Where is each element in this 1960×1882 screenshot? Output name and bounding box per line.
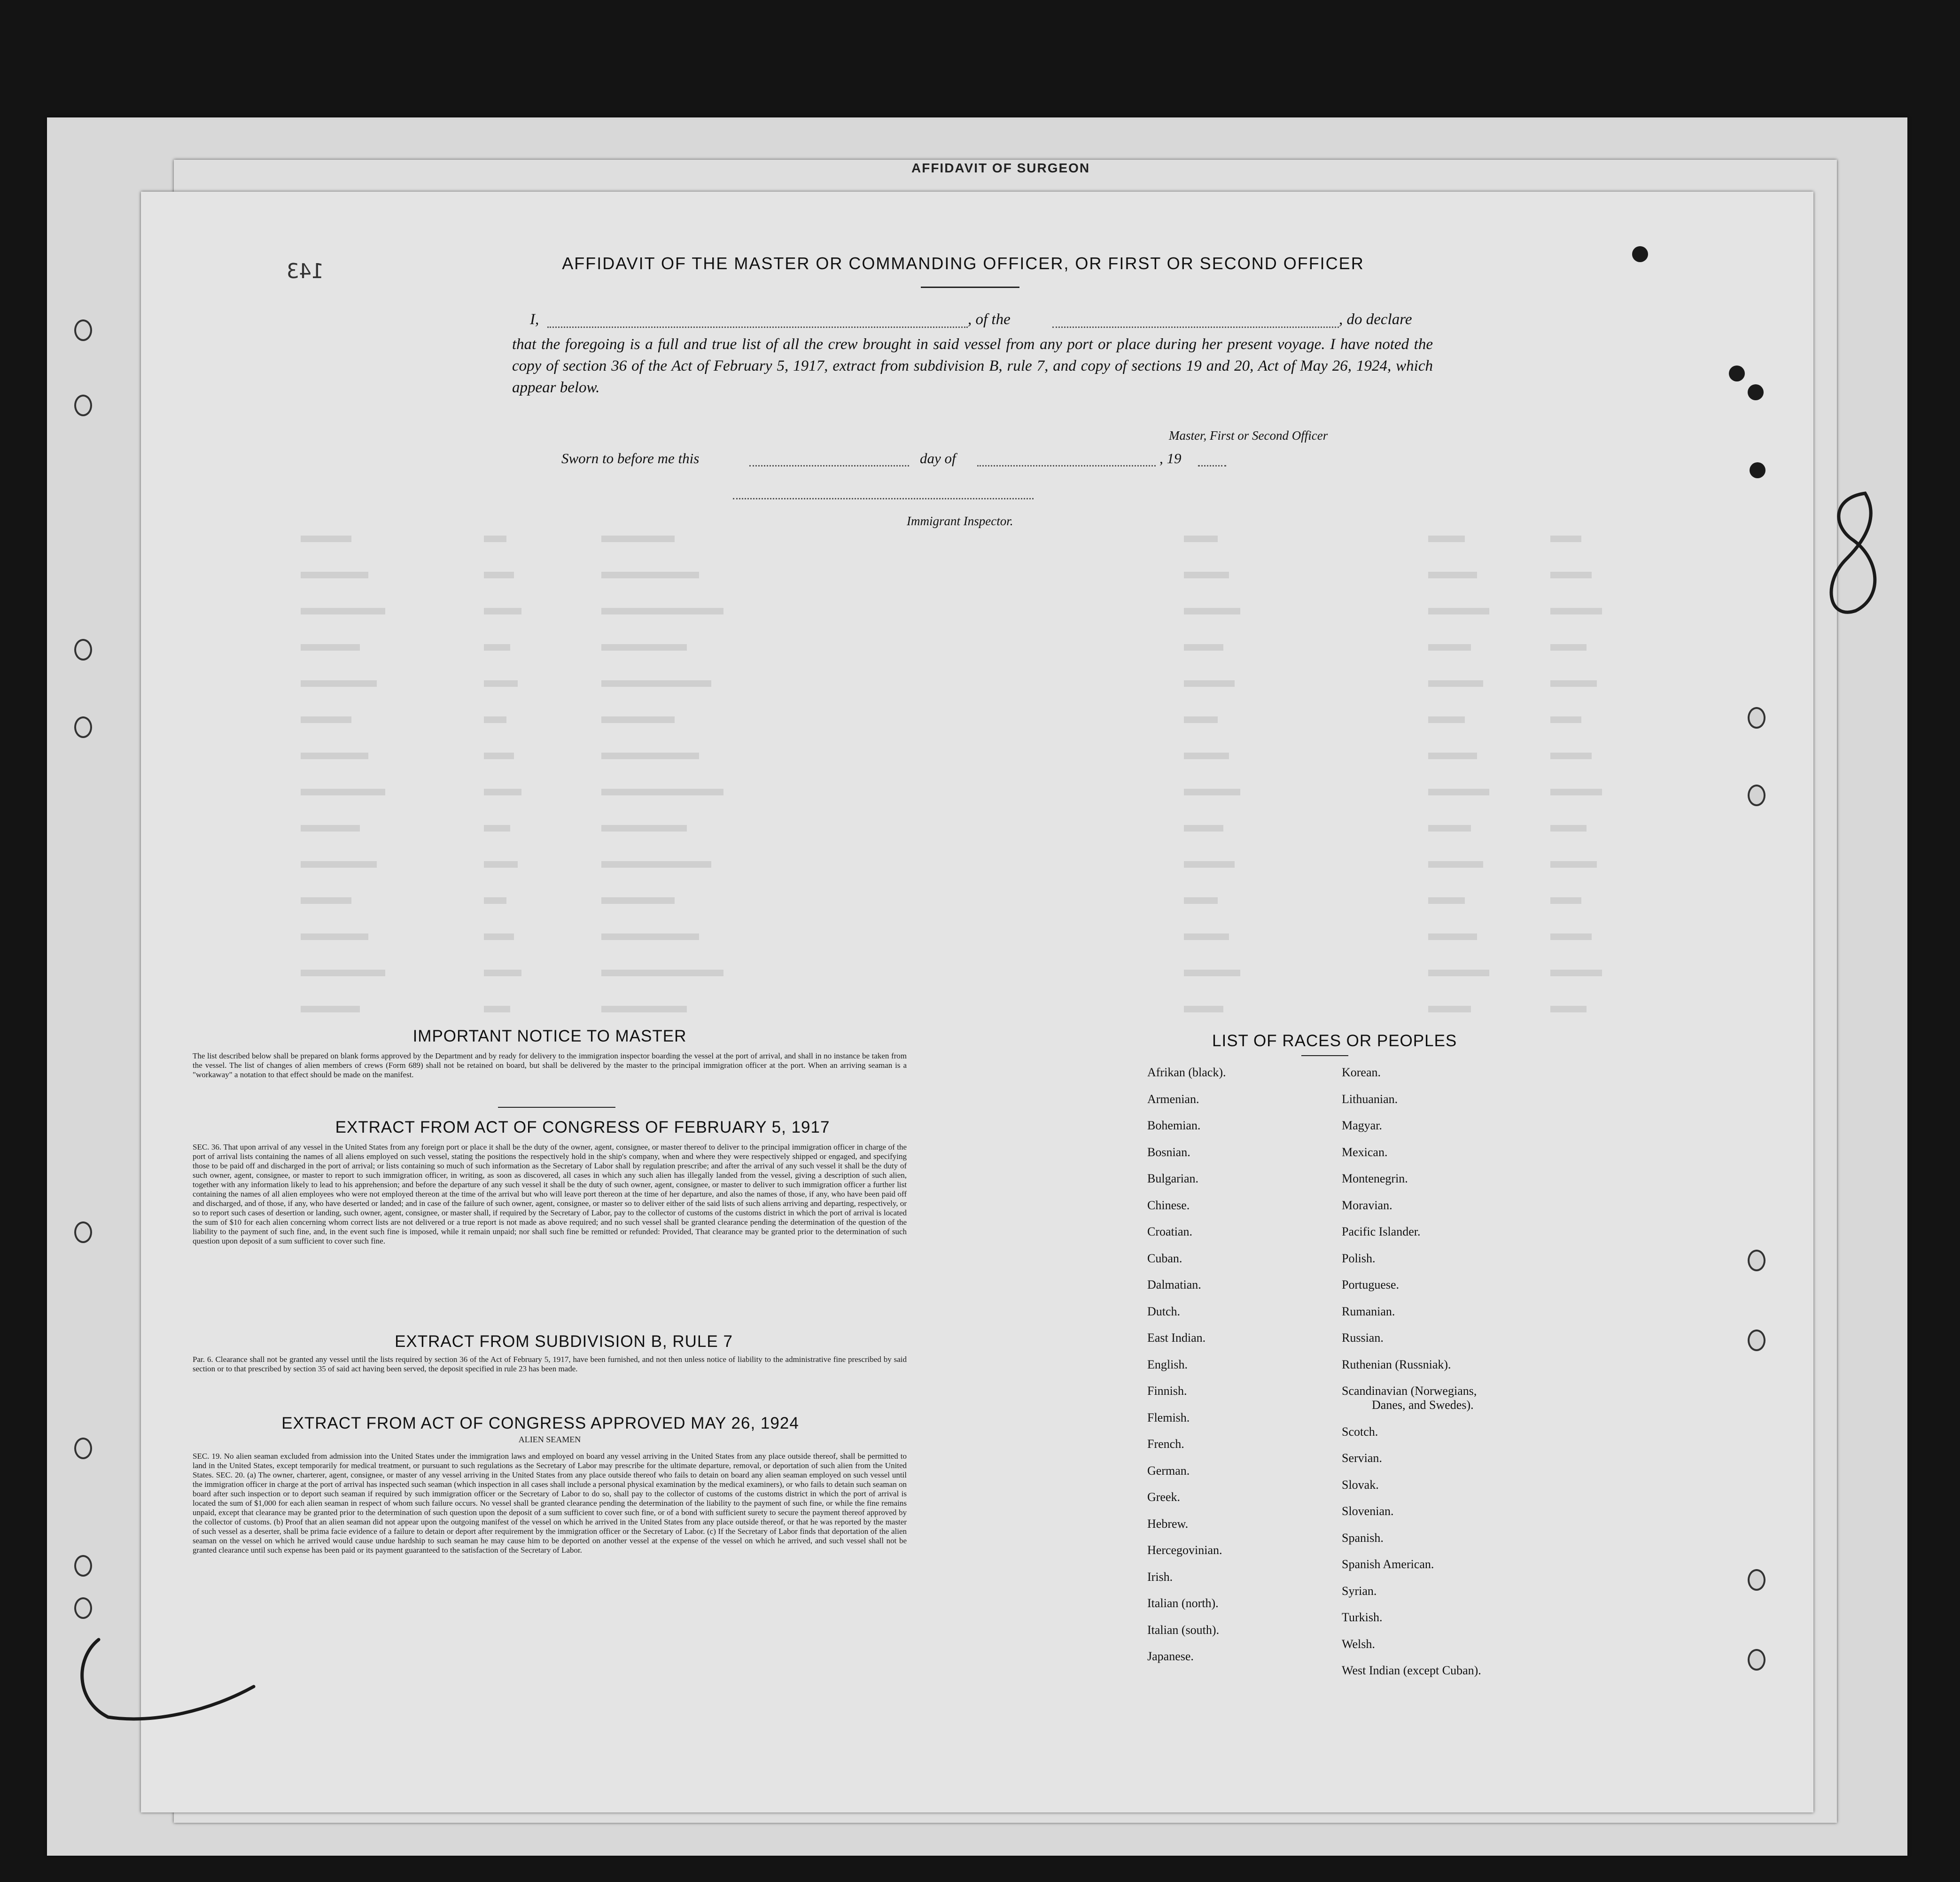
race-item: Portuguese. — [1342, 1278, 1400, 1291]
race-item: Bulgarian. — [1147, 1172, 1199, 1185]
faded-row-mark — [601, 753, 699, 759]
faded-row-mark — [601, 1006, 687, 1012]
faded-row-mark — [1550, 1006, 1587, 1012]
faded-row-mark — [301, 970, 385, 976]
race-item: Greek. — [1147, 1490, 1181, 1504]
page-number: 143 — [287, 259, 324, 283]
punch-hole — [1748, 1569, 1766, 1591]
inspector-signature-line — [733, 498, 1034, 499]
races-divider — [1301, 1055, 1348, 1056]
faded-row-mark — [1550, 897, 1581, 904]
faded-row-mark — [484, 536, 506, 542]
punch-hole — [1748, 1649, 1766, 1671]
faded-row-mark — [1550, 753, 1592, 759]
punch-hole — [74, 1555, 92, 1577]
faded-row-mark — [1428, 897, 1465, 904]
faded-row-mark — [1428, 680, 1483, 687]
faded-row-mark — [301, 716, 351, 723]
faded-row-mark — [301, 1006, 360, 1012]
faded-row-mark — [484, 680, 518, 687]
pencil-arc — [70, 1630, 258, 1724]
race-item: Moravian. — [1342, 1198, 1392, 1212]
faded-row-mark — [1428, 970, 1489, 976]
punch-hole — [74, 319, 92, 341]
name-blank — [547, 327, 968, 328]
faded-row-mark — [1550, 861, 1597, 868]
faded-row-mark — [601, 608, 723, 614]
race-item: Scandinavian (Norwegians, — [1342, 1384, 1477, 1398]
faded-row-mark — [1184, 644, 1223, 651]
notice-divider — [498, 1107, 615, 1108]
faded-row-mark — [1184, 753, 1229, 759]
punch-hole — [74, 1221, 92, 1243]
race-item: Magyar. — [1342, 1119, 1382, 1132]
faded-row-mark — [601, 970, 723, 976]
month-blank — [977, 465, 1156, 467]
year-label: , 19 — [1159, 450, 1182, 467]
faded-row-mark — [1550, 644, 1587, 651]
faded-row-mark — [301, 825, 360, 832]
faded-row-mark — [484, 825, 510, 832]
faded-row-mark — [484, 644, 510, 651]
race-item: Russian. — [1342, 1331, 1384, 1345]
faded-row-mark — [484, 933, 514, 940]
faded-row-mark — [601, 680, 711, 687]
faded-row-mark — [1184, 680, 1235, 687]
extract-1917-title: EXTRACT FROM ACT OF CONGRESS OF FEBRUARY 5, 1917 — [335, 1118, 830, 1136]
faded-row-mark — [1184, 897, 1218, 904]
faded-row-mark — [1184, 789, 1240, 795]
master-signature-label: Master, First or Second Officer — [1169, 428, 1328, 443]
important-notice-title: IMPORTANT NOTICE TO MASTER — [412, 1027, 687, 1045]
binding-hole — [1750, 462, 1766, 478]
race-item: English. — [1147, 1357, 1188, 1371]
faded-row-mark — [301, 933, 368, 940]
faded-row-mark — [1550, 536, 1581, 542]
faded-row-mark — [301, 644, 360, 651]
race-item: Slovak. — [1342, 1478, 1379, 1492]
race-item: Finnish. — [1147, 1384, 1187, 1398]
faded-row-mark — [601, 861, 711, 868]
punch-hole — [74, 1597, 92, 1619]
race-item: Danes, and Swedes). — [1372, 1398, 1474, 1412]
faded-row-mark — [484, 753, 514, 759]
faded-row-mark — [1184, 861, 1235, 868]
race-item: Scotch. — [1342, 1424, 1378, 1439]
race-item: Pacific Islander. — [1342, 1225, 1421, 1238]
extract-1924-title: EXTRACT FROM ACT OF CONGRESS APPROVED MAY 26, 1924 — [281, 1414, 799, 1432]
faded-row-mark — [484, 572, 514, 578]
punch-hole — [1748, 707, 1766, 729]
extract-1917-text: SEC. 36. That upon arrival of any vessel in the United States from any foreign port or place it shall be the duty of the owner, agent, consignee, or master thereof to deliver to the principal immigration officer in charge of the port of arrival lists containing the names of all aliens employed on such vessel, stating the positions the respectively hold in the ship's company, when and where they were respectively shipped or engaged, and specifying those to be paid off and discharged in the port of arrival; or lists containing so much of such information as the Secretary of Labor shall by regulation prescribe; and after the arrival of any such vessel it shall be the duty of such owner, agent, consignee, or master to report to such immigration officer, in writing, as soon as discovered, all cases in which any such alien has illegally landed from the vessel, giving a description of such alien, together with any information likely to lead to his apprehension; and before the departure of any such vessel it shall be the duty of such owner, agent, consignee, or master to deliver to such immigration officer a further list containing the names of all alien employees who were not employed thereon at the time of the arrival but who will leave port thereon at the time of her departure, and also the names of those, if any, who have been paid off and discharged, and of those, if any, who have deserted or landed; and in case of the failure of such owner, agent, consignee, or master so to deliver either of the said lists of such aliens arriving and departing, respectively, or so to report such cases of desertion or landing, such owner, agent, consignee, or master shall, if required by the Secretary of Labor, pay to the collector of customs of the customs district in which the port of arrival is located the sum of $10 for each alien concerning whom correct lists are not delivered or a true report is not made as above required; and no such vessel shall be granted clearance pending the determination of the question of the liability to the payment of such fine, and, in the event such fine is imposed, while it remain unpaid; nor shall such fine be remitted or refunded: Provided, That clearance may be granted prior to the determination of such question upon deposit of a sum sufficient to cover such fine. — [193, 1143, 907, 1245]
race-item: Hercegovinian. — [1147, 1543, 1222, 1557]
faded-row-mark — [1428, 753, 1477, 759]
faded-row-mark — [484, 861, 518, 868]
faded-row-mark — [301, 897, 351, 904]
extract-1924-text: SEC. 19. No alien seaman excluded from admission into the United States under the immigration laws and employed on board any vessel arriving in the United States from any place outside thereof, shall be permitted to land in the United States, except temporarily for medical treatment, or pursuant to such regulations as the Secretary of Labor may prescribe for the ultimate departure, removal, or deportation of such alien from the United States. SEC. 20. (a) The owner, charterer, agent, consignee, or master of any vessel arriving in the United States from any place outside thereof who fails to detain on board any alien seaman employed on such vessel until the immigration officer in charge at the port of arrival has inspected such seaman (which inspection in all cases shall include a personal physical examination by the medical examiners), or who fails to detain such seaman on board after such inspection or to deport such seaman if required by such immigration officer or the Secretary of Labor to do so, shall pay to the collector of customs of the customs district in which the port of arrival is located the sum of $1,000 for each alien seaman in respect of whom such failure occurs. No vessel shall be granted clearance pending the determination of the liability to the payment of such fine, or while the fine remains unpaid, except that clearance may be granted prior to the determination of such question upon the deposit of a sum sufficient to cover such fine, or of a bond with sufficient surety to secure the payment thereof approved by the collector of customs. (b) Proof that an alien seaman did not appear upon the outgoing manifest of the vessel on which he arrived in the United States from any place outside thereof, or that he was reported by the master of such vessel as a deserter, shall be prima facie evidence of a failure to detain or deport after requirement by the immigration officer or the Secretary of Labor. (c) If the Secretary of Labor finds that deportation of the alien seaman on the vessel on which he arrived would cause undue hardship to such seaman he may cause him to be deported on another vessel at the expense of the vessel on which he arrived, and such vessel shall not be granted clearance until such expense has been paid or its payment guaranteed to the satisfaction of the Secretary of Labor. — [193, 1452, 907, 1555]
race-item: Rumanian. — [1342, 1304, 1395, 1318]
faded-row-mark — [601, 716, 675, 723]
faded-row-mark — [301, 572, 368, 578]
faded-row-mark — [1550, 572, 1592, 578]
faded-row-mark — [301, 753, 368, 759]
punch-hole — [74, 1438, 92, 1459]
race-item: Bohemian. — [1147, 1119, 1201, 1132]
faded-row-mark — [601, 825, 687, 832]
race-item: German. — [1147, 1463, 1190, 1478]
faded-row-mark — [1550, 608, 1602, 614]
race-item: Dalmatian. — [1147, 1278, 1201, 1291]
faded-row-mark — [1550, 933, 1592, 940]
race-item: Afrikan (black). — [1147, 1065, 1226, 1079]
race-item: Croatian. — [1147, 1225, 1193, 1238]
year-blank — [1198, 465, 1226, 467]
race-item: Servian. — [1342, 1451, 1382, 1465]
faded-row-mark — [1428, 861, 1483, 868]
faded-row-mark — [1550, 825, 1587, 832]
faded-row-mark — [301, 861, 377, 868]
extract-rule7-text: Par. 6. Clearance shall not be granted any vessel until the lists required by section 36 of the Act of February 5, 1917, have been furnished, and not then unless notice of liability to the administrative fine prescribed by said section or to that prescribed by section 35 of said act having been served, the deposit specified in rule 23 has been made. — [193, 1355, 907, 1373]
title-underline — [921, 287, 1019, 288]
race-item: Polish. — [1342, 1251, 1376, 1265]
race-item: Cuban. — [1147, 1251, 1182, 1265]
race-item: Dutch. — [1147, 1304, 1181, 1318]
faded-row-mark — [1550, 680, 1597, 687]
extract-1924-subtitle: ALIEN SEAMEN — [518, 1435, 581, 1444]
front-page — [141, 192, 1813, 1812]
race-item: Italian (north). — [1147, 1596, 1219, 1610]
race-item: Chinese. — [1147, 1198, 1190, 1212]
punch-hole — [74, 716, 92, 738]
race-item: Ruthenian (Russniak). — [1342, 1357, 1451, 1371]
faded-row-mark — [301, 789, 385, 795]
faded-row-mark — [301, 680, 377, 687]
race-item: West Indian (except Cuban). — [1342, 1664, 1481, 1677]
faded-row-mark — [301, 536, 351, 542]
race-item: Lithuanian. — [1342, 1092, 1398, 1106]
faded-row-mark — [1428, 572, 1477, 578]
faded-row-mark — [1184, 608, 1240, 614]
declaration-do-declare: , do declare — [1339, 311, 1412, 328]
race-item: Japanese. — [1147, 1649, 1194, 1663]
faded-row-mark — [484, 608, 521, 614]
faded-row-mark — [601, 789, 723, 795]
faded-row-mark — [484, 789, 521, 795]
punch-hole — [1748, 1330, 1766, 1351]
day-of-label: day of — [920, 450, 956, 467]
surgeon-affidavit-title: AFFIDAVIT OF SURGEON — [911, 161, 1090, 175]
race-item: Hebrew. — [1147, 1516, 1189, 1531]
binding-hole — [1729, 366, 1745, 381]
faded-row-mark — [1184, 933, 1229, 940]
faded-row-mark — [1184, 572, 1229, 578]
race-item: Bosnian. — [1147, 1145, 1190, 1159]
sworn-day-blank — [749, 465, 909, 467]
race-item: Welsh. — [1342, 1637, 1375, 1651]
faded-row-mark — [1550, 789, 1602, 795]
race-item: Syrian. — [1342, 1584, 1377, 1598]
faded-row-mark — [601, 897, 675, 904]
affidavit-title: AFFIDAVIT OF THE MASTER OR COMMANDING OFFICER, OR FIRST OR SECOND OFFICER — [562, 254, 1364, 273]
race-item: East Indian. — [1147, 1331, 1206, 1345]
faded-row-mark — [1550, 970, 1602, 976]
faded-row-mark — [1428, 716, 1465, 723]
race-item: Korean. — [1342, 1065, 1381, 1079]
faded-row-mark — [601, 933, 699, 940]
race-item: Irish. — [1147, 1570, 1173, 1584]
faded-row-mark — [601, 644, 687, 651]
punch-hole — [74, 395, 92, 416]
punch-hole — [74, 639, 92, 661]
faded-row-mark — [1184, 825, 1223, 832]
race-item: Turkish. — [1342, 1610, 1383, 1624]
important-notice-text: The list described below shall be prepared on blank forms approved by the Department and by ready for delivery to the immigration inspector boarding the vessel at the port of arrival, and shall in no instance be taken from the vessel. The list of changes of alien members of crews (Form 689) shall not be retained on board, but shall be delivered by the master to the principal immigration officer at the port. When an arriving seaman is a "workaway" a notation to that effect should be made on the manifest. — [193, 1051, 907, 1079]
faded-row-mark — [1428, 825, 1471, 832]
faded-row-mark — [1428, 1006, 1471, 1012]
race-item: Spanish American. — [1342, 1557, 1434, 1571]
faded-row-mark — [1428, 536, 1465, 542]
race-item: French. — [1147, 1437, 1184, 1451]
faded-row-mark — [301, 608, 385, 614]
race-item: Flemish. — [1147, 1410, 1190, 1424]
faded-row-mark — [1550, 716, 1581, 723]
handwritten-eight — [1813, 489, 1889, 620]
faded-row-mark — [601, 536, 675, 542]
punch-hole — [1748, 1250, 1766, 1271]
faded-row-mark — [1184, 536, 1218, 542]
races-title: LIST OF RACES OR PEOPLES — [1212, 1032, 1457, 1050]
sworn-label: Sworn to before me this — [561, 450, 700, 467]
race-item: Slovenian. — [1342, 1504, 1394, 1518]
binding-hole — [1748, 384, 1764, 400]
race-item: Montenegrin. — [1342, 1172, 1408, 1185]
faded-row-mark — [601, 572, 699, 578]
race-item: Italian (south). — [1147, 1623, 1220, 1637]
race-item: Mexican. — [1342, 1145, 1388, 1159]
extract-rule7-title: EXTRACT FROM SUBDIVISION B, RULE 7 — [395, 1332, 733, 1351]
faded-row-mark — [484, 716, 506, 723]
race-item: Spanish. — [1342, 1531, 1384, 1545]
faded-row-mark — [1184, 970, 1240, 976]
faded-row-mark — [484, 897, 506, 904]
faded-row-mark — [484, 970, 521, 976]
race-item: Armenian. — [1147, 1092, 1199, 1106]
inspector-label: Immigrant Inspector. — [907, 514, 1013, 528]
vessel-blank — [1052, 327, 1339, 328]
faded-row-mark — [1428, 789, 1489, 795]
binding-hole — [1632, 246, 1648, 262]
faded-row-mark — [484, 1006, 510, 1012]
faded-row-mark — [1428, 933, 1477, 940]
punch-hole — [1748, 785, 1766, 806]
declaration-paragraph: that the foregoing is a full and true list of all the crew brought in said vessel from any port or place during her present voyage. I have noted the copy of section 36 of the Act of February 5, 1917, extract from subdivision B, rule 7, and copy of sections 19 and 20, Act of May 26, 1924, which appear below. — [512, 336, 1433, 396]
declaration-of-the: , of the — [968, 311, 1011, 328]
faded-row-mark — [1428, 608, 1489, 614]
faded-row-mark — [1184, 1006, 1223, 1012]
declaration-i: I, — [530, 311, 539, 328]
faded-row-mark — [1428, 644, 1471, 651]
faded-row-mark — [1184, 716, 1218, 723]
